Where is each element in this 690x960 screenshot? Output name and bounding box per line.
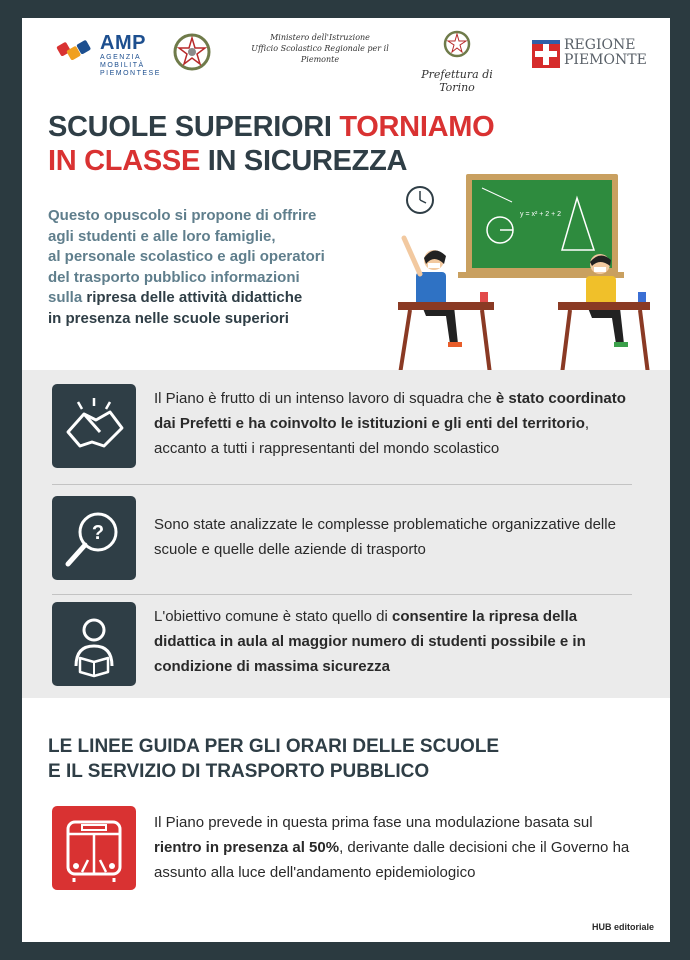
amp-mark-icon <box>56 36 96 66</box>
text-part: , accanto a tutti i rappresentanti del mondo scolastico <box>154 415 590 457</box>
prefettura-name: Prefettura di Torino <box>421 68 493 94</box>
text-part: Il Piano prevede in questa prima fase una modulazione basata sul <box>154 814 593 831</box>
ministry-line2: Ufficio Scolastico Regionale per il Piemonte <box>251 44 389 64</box>
logo-bar <box>22 18 670 94</box>
info-text: Sono state analizzate le complesse problematiche organizzative delle scuole e quelle delle aziende di trasporto <box>154 516 616 558</box>
section-title <box>48 734 499 784</box>
section-title-line: E IL SERVIZIO DI TRASPORTO PUBBLICO <box>48 761 430 782</box>
student-left-icon <box>404 238 462 347</box>
desk-right-icon <box>558 292 650 374</box>
prefettura-emblem-icon <box>443 28 471 62</box>
intro-line: al personale scolastico e agli operatori <box>48 248 325 265</box>
text-part: L'obiettivo comune è stato quello di <box>154 608 393 625</box>
bus-icon <box>52 806 136 890</box>
title-line-1 <box>48 110 494 144</box>
intro-line: agli studenti e alle loro famiglie, <box>48 227 276 245</box>
title-part: IN SICUREZZA <box>200 145 408 177</box>
title-highlight: IN CLASSE <box>48 145 200 177</box>
clock-icon <box>407 187 433 213</box>
regione-line2: PIEMONTE <box>564 52 647 68</box>
info-text <box>154 604 634 679</box>
svg-text:?: ? <box>91 522 105 544</box>
regione-line1: REGIONE <box>564 37 636 53</box>
ministry-logo <box>250 32 390 65</box>
info-band <box>22 370 670 698</box>
intro-line <box>48 288 368 309</box>
amp-subtitle: AGENZIA MOBILITÀ PIEMONTESE <box>100 54 161 77</box>
text-part: Il Piano è frutto di un intenso lavoro di squadra che <box>154 390 496 407</box>
text-highlight: rientro in presenza al 50% <box>154 839 340 856</box>
intro-line: del trasporto pubblico informazioni <box>48 268 300 286</box>
regione-name <box>564 38 647 68</box>
intro-part: sulla <box>48 289 87 306</box>
divider <box>52 484 632 485</box>
intro-text <box>48 206 368 329</box>
title-part: SCUOLE SUPERIORI <box>48 111 340 143</box>
bus-text <box>154 810 634 885</box>
credit-text: HUB editoriale <box>591 922 654 932</box>
desk-left-icon <box>398 292 494 374</box>
prefettura-logo <box>402 28 512 94</box>
student-right-icon <box>586 254 628 347</box>
poster <box>22 18 670 942</box>
intro-highlight: ripresa delle attività didattiche <box>86 289 303 306</box>
regione-logo <box>532 37 647 74</box>
section-title-line: LE LINEE GUIDA PER GLI ORARI DELLE SCUOLE <box>48 736 500 757</box>
intro-line: Questo opuscolo si propone di offrire <box>48 207 317 224</box>
text-highlight: consentire la ripresa della didattica in aula al maggior numero di studenti possibile e in condizione di massima sicurezza <box>154 608 586 675</box>
text-highlight: è stato coordinato dai Prefetti e ha coinvolto le istituzioni e gli enti del territorio <box>154 390 626 432</box>
title-highlight: TORNIAMO <box>339 111 495 143</box>
divider <box>52 594 632 595</box>
amp-name: AMP <box>100 32 146 54</box>
info-text <box>154 386 634 461</box>
text-part: , derivante dalle decisioni che il Governo ha assunto alla luce dell'andamento epidemiologico <box>154 839 630 881</box>
classroom-illustration <box>362 168 652 388</box>
ministry-line1: Ministero dell'Istruzione <box>270 33 370 42</box>
italian-emblem-icon <box>172 30 212 74</box>
intro-line: in presenza nelle scuole superiori <box>48 309 289 327</box>
amp-logo <box>56 32 161 78</box>
board-formula: y = x² + 2 + 2 <box>520 211 562 218</box>
piemonte-flag-icon <box>532 40 560 68</box>
student-reading-icon <box>52 602 136 686</box>
handshake-icon <box>52 384 136 468</box>
magnifier-question-icon <box>52 496 136 580</box>
